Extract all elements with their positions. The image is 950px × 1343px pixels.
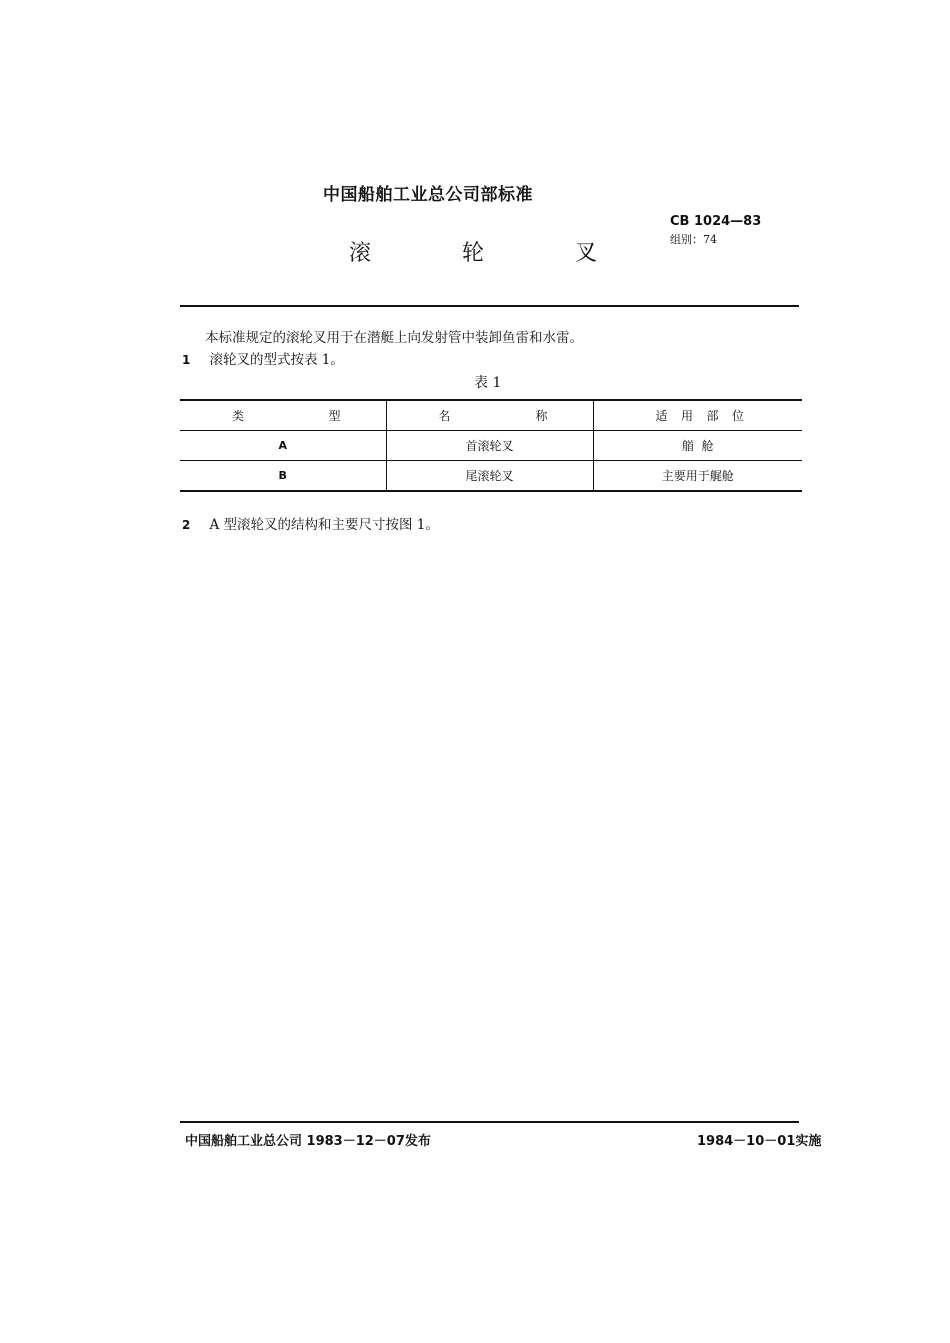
standard-code: CB 1024—83: [670, 214, 762, 229]
row-type: A: [180, 431, 386, 461]
spec-table: [180, 399, 802, 492]
row-name: 尾滚轮叉: [386, 461, 593, 492]
header-type-char: 类: [232, 409, 245, 423]
intro-paragraph: 本标准规定的滚轮叉用于在潜艇上向发射管中装卸鱼雷和水雷。: [205, 330, 583, 346]
clause-1: [182, 348, 344, 368]
header-type: [180, 400, 386, 431]
standard-group: 组别：74: [670, 233, 717, 246]
clause-1-number: 1: [182, 353, 191, 367]
row-location: 艏 舱: [681, 439, 714, 453]
header-location: [593, 400, 802, 431]
issue-date: 中国船舶工业总公司 1983－12－07发布: [185, 1134, 431, 1149]
clause-2-number: 2: [182, 518, 191, 532]
clause-2-text: A 型滚轮叉的结构和主要尺寸按图 1。: [209, 517, 439, 533]
header-divider: [180, 305, 799, 307]
table-caption: 表 1: [474, 375, 502, 391]
table-row: [180, 461, 802, 492]
effective-date: 1984－10－01实施: [697, 1134, 822, 1149]
document-title: 滚 轮 叉: [349, 241, 639, 266]
header-location-char: 适: [655, 409, 668, 423]
footer-divider: [180, 1121, 799, 1123]
header-location-char: 部: [706, 409, 719, 423]
row-location: 主要用于艉舱: [661, 469, 734, 483]
table-row: [180, 431, 802, 461]
header-type-char: 型: [328, 409, 341, 423]
clause-2: [182, 513, 439, 533]
issuing-organization: 中国船舶工业总公司部标准: [323, 185, 533, 205]
header-name-char: 名: [438, 409, 451, 423]
clause-1-text: 滚轮叉的型式按表 1。: [209, 352, 344, 368]
header-location-char: 用: [680, 409, 693, 423]
header-location-char: 位: [731, 409, 744, 423]
row-type: B: [180, 461, 386, 492]
header-name: [386, 400, 593, 431]
header-name-char: 称: [535, 409, 548, 423]
table-header-row: [180, 400, 802, 431]
row-name: 首滚轮叉: [386, 431, 593, 461]
